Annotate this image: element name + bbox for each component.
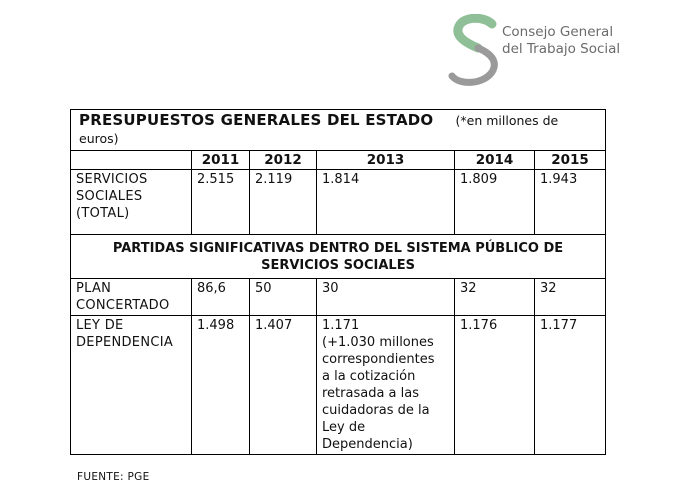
value-cell: 1.407 xyxy=(250,316,317,455)
budget-table xyxy=(70,109,606,455)
value-cell: 50 xyxy=(250,279,317,316)
row-label-servicios: SERVICIOS SOCIALES (TOTAL) xyxy=(71,170,192,235)
year-header: 2015 xyxy=(535,151,606,170)
value-cell: 2.515 xyxy=(192,170,250,235)
stylized-s-icon xyxy=(448,14,508,94)
value-cell: 1.809 xyxy=(455,170,535,235)
logo xyxy=(448,14,648,94)
value-cell: 86,6 xyxy=(192,279,250,316)
value-cell: 1.943 xyxy=(535,170,606,235)
value-cell: 1.176 xyxy=(455,316,535,455)
year-header: 2013 xyxy=(317,151,455,170)
table-title-row xyxy=(71,110,606,151)
organization-name: Consejo General del Trabajo Social xyxy=(502,24,621,57)
table-row xyxy=(71,316,606,455)
table-title xyxy=(71,110,606,151)
table-row xyxy=(71,170,606,235)
row-label-ley: LEY DE DEPENDENCIA xyxy=(71,316,192,455)
section-row xyxy=(71,235,606,279)
table-title-text: PRESUPUESTOS GENERALES DEL ESTADO xyxy=(79,111,434,129)
units-note: (*en millones de euros) xyxy=(79,113,559,146)
value-cell: 1.814 xyxy=(317,170,455,235)
year-header: 2012 xyxy=(250,151,317,170)
section-title: PARTIDAS SIGNIFICATIVAS DENTRO DEL SISTEMA PÚBLICO DE SERVICIOS SOCIALES xyxy=(71,235,606,279)
value-cell: 32 xyxy=(455,279,535,316)
row-label-plan: PLAN CONCERTADO xyxy=(71,279,192,316)
value-cell: 2.119 xyxy=(250,170,317,235)
source-note: FUENTE: PGE xyxy=(77,471,150,483)
year-header: 2014 xyxy=(455,151,535,170)
header-empty-cell xyxy=(71,151,192,170)
value-cell: 1.498 xyxy=(192,316,250,455)
year-header: 2011 xyxy=(192,151,250,170)
year-header-row xyxy=(71,151,606,170)
value-cell: 32 xyxy=(535,279,606,316)
table-row xyxy=(71,279,606,316)
value-cell-2013-ley: 1.171 (+1.030 millones correspondientes a la cotización retrasada a las cuidadoras de la Ley de Dependencia) xyxy=(317,316,455,455)
value-cell: 1.177 xyxy=(535,316,606,455)
value-cell: 30 xyxy=(317,279,455,316)
